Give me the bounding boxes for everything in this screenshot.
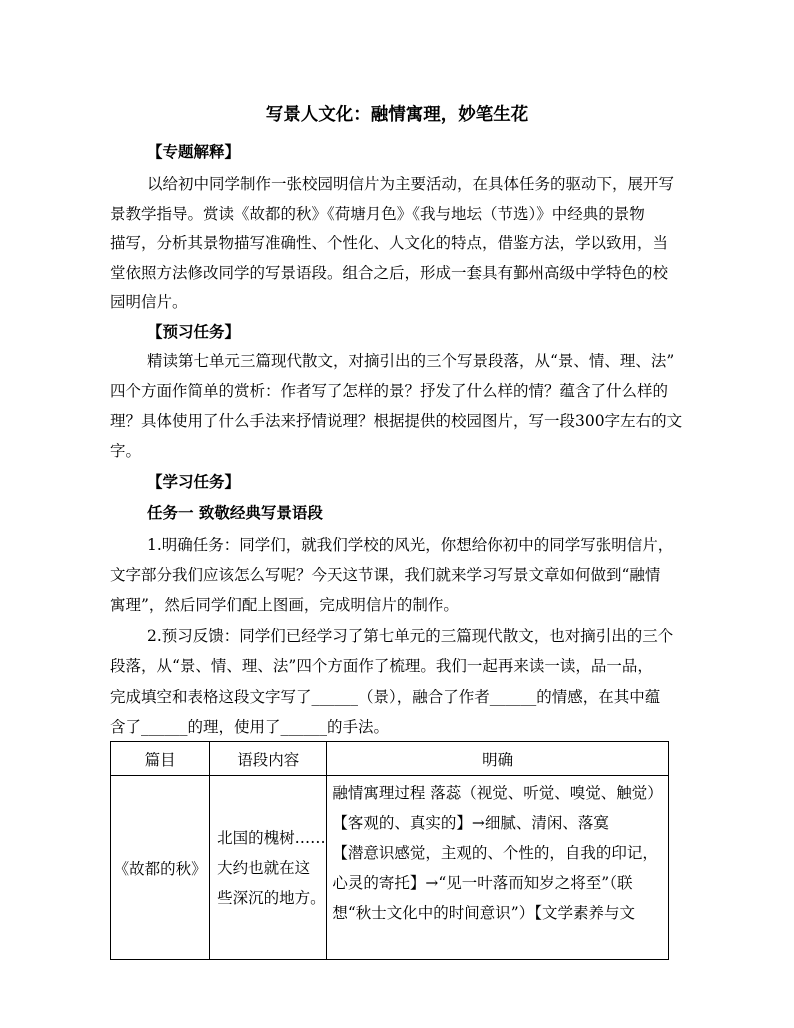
table-header-cell: 篇目 (111, 742, 210, 776)
paragraph-line: 精读第七单元三篇现代散文，对摘引出的三个写景段落，从“景、情、理、法” (147, 352, 675, 370)
content-line: 大约也就在这 (217, 858, 311, 877)
paragraph-line: 字。 (110, 442, 142, 460)
page-title: 写景人文化：融情寓理，妙笔生花 (265, 105, 529, 125)
analysis-table (110, 741, 669, 960)
paragraph-line: 以给初中同学制作一张校园明信片为主要活动，在具体任务的驱动下，展开写 (147, 175, 675, 193)
table-header-cell: 明确 (327, 742, 669, 776)
paragraph-line: 2.预习反馈：同学们已经学习了第七单元的三篇现代散文，也对摘引出的三个 (147, 627, 674, 645)
paragraph-line: 四个方面作简单的赏析：作者写了怎样的景？抒发了什么样的情？蕴含了什么样的 (110, 382, 669, 400)
article-title: 《故都的秋》 (113, 859, 207, 878)
paragraph-line: 1.明确任务：同学们，就我们学校的风光，你想给你初中的同学写张明信片， (147, 536, 674, 554)
paragraph-line: 园明信片。 (110, 293, 188, 311)
explain-line: 想“秋士文化中的时间意识”）【文学素养与文 (332, 904, 635, 922)
paragraph-line: 含了______的理，使用了______的手法。 (110, 718, 390, 736)
content-line: 些深沉的地方。 (217, 888, 326, 907)
explain-line: 融情寓理过程 落蕊（视觉、听觉、嗅觉、触觉） (332, 784, 663, 802)
table-header-cell: 语段内容 (210, 742, 327, 776)
paragraph-line: 描写，分析其景物描写准确性、个性化、人文化的特点，借鉴方法，学以致用，当 (110, 234, 669, 252)
table-row (111, 776, 669, 960)
explain-line: 心灵的寄托】→“见一叶落而知岁之将至”（联 (332, 874, 633, 892)
paragraph-line: 堂依照方法修改同学的写景语段。组合之后，形成一套具有鄞州高级中学特色的校 (110, 264, 669, 282)
section-heading-topic: 【专题解释】 (147, 142, 241, 161)
paragraph-line: 寓理”，然后同学们配上图画，完成明信片的制作。 (110, 596, 459, 614)
task-title: 任务一 致敬经典写景语段 (147, 503, 323, 522)
explain-line: 【潜意识感觉，主观的、个性的，自我的印记， (332, 844, 658, 862)
paragraph-line: 文字部分我们应该怎么写呢？今天这节课，我们就来学习写景文章如何做到“融情 (110, 566, 661, 584)
paragraph-line: 景教学指导。赏读《故都的秋》《荷塘月色》《我与地坛（节选）》中经典的景物 (110, 205, 645, 223)
section-heading-learning: 【学习任务】 (147, 472, 241, 491)
paragraph-line: 理？具体使用了什么手法来抒情说理？根据提供的校园图片，写一段300字左右的文 (110, 412, 683, 430)
table-cell-content (210, 776, 327, 960)
section-heading-preview: 【预习任务】 (147, 322, 241, 341)
content-line: 北国的槐树…… (217, 828, 326, 847)
paragraph-line: 段落，从“景、情、理、法”四个方面作了梳理。我们一起再来读一读，品一品， (110, 657, 653, 675)
paragraph-line: 完成填空和表格这段文字写了______（景），融合了作者______的情感，在其中蕴 (110, 688, 661, 706)
table-header-row (111, 742, 669, 776)
table-cell-title (111, 776, 210, 960)
explain-line: 【客观的、真实的】→细腻、清闲、落寞 (332, 814, 609, 832)
table-cell-explain (327, 776, 669, 960)
